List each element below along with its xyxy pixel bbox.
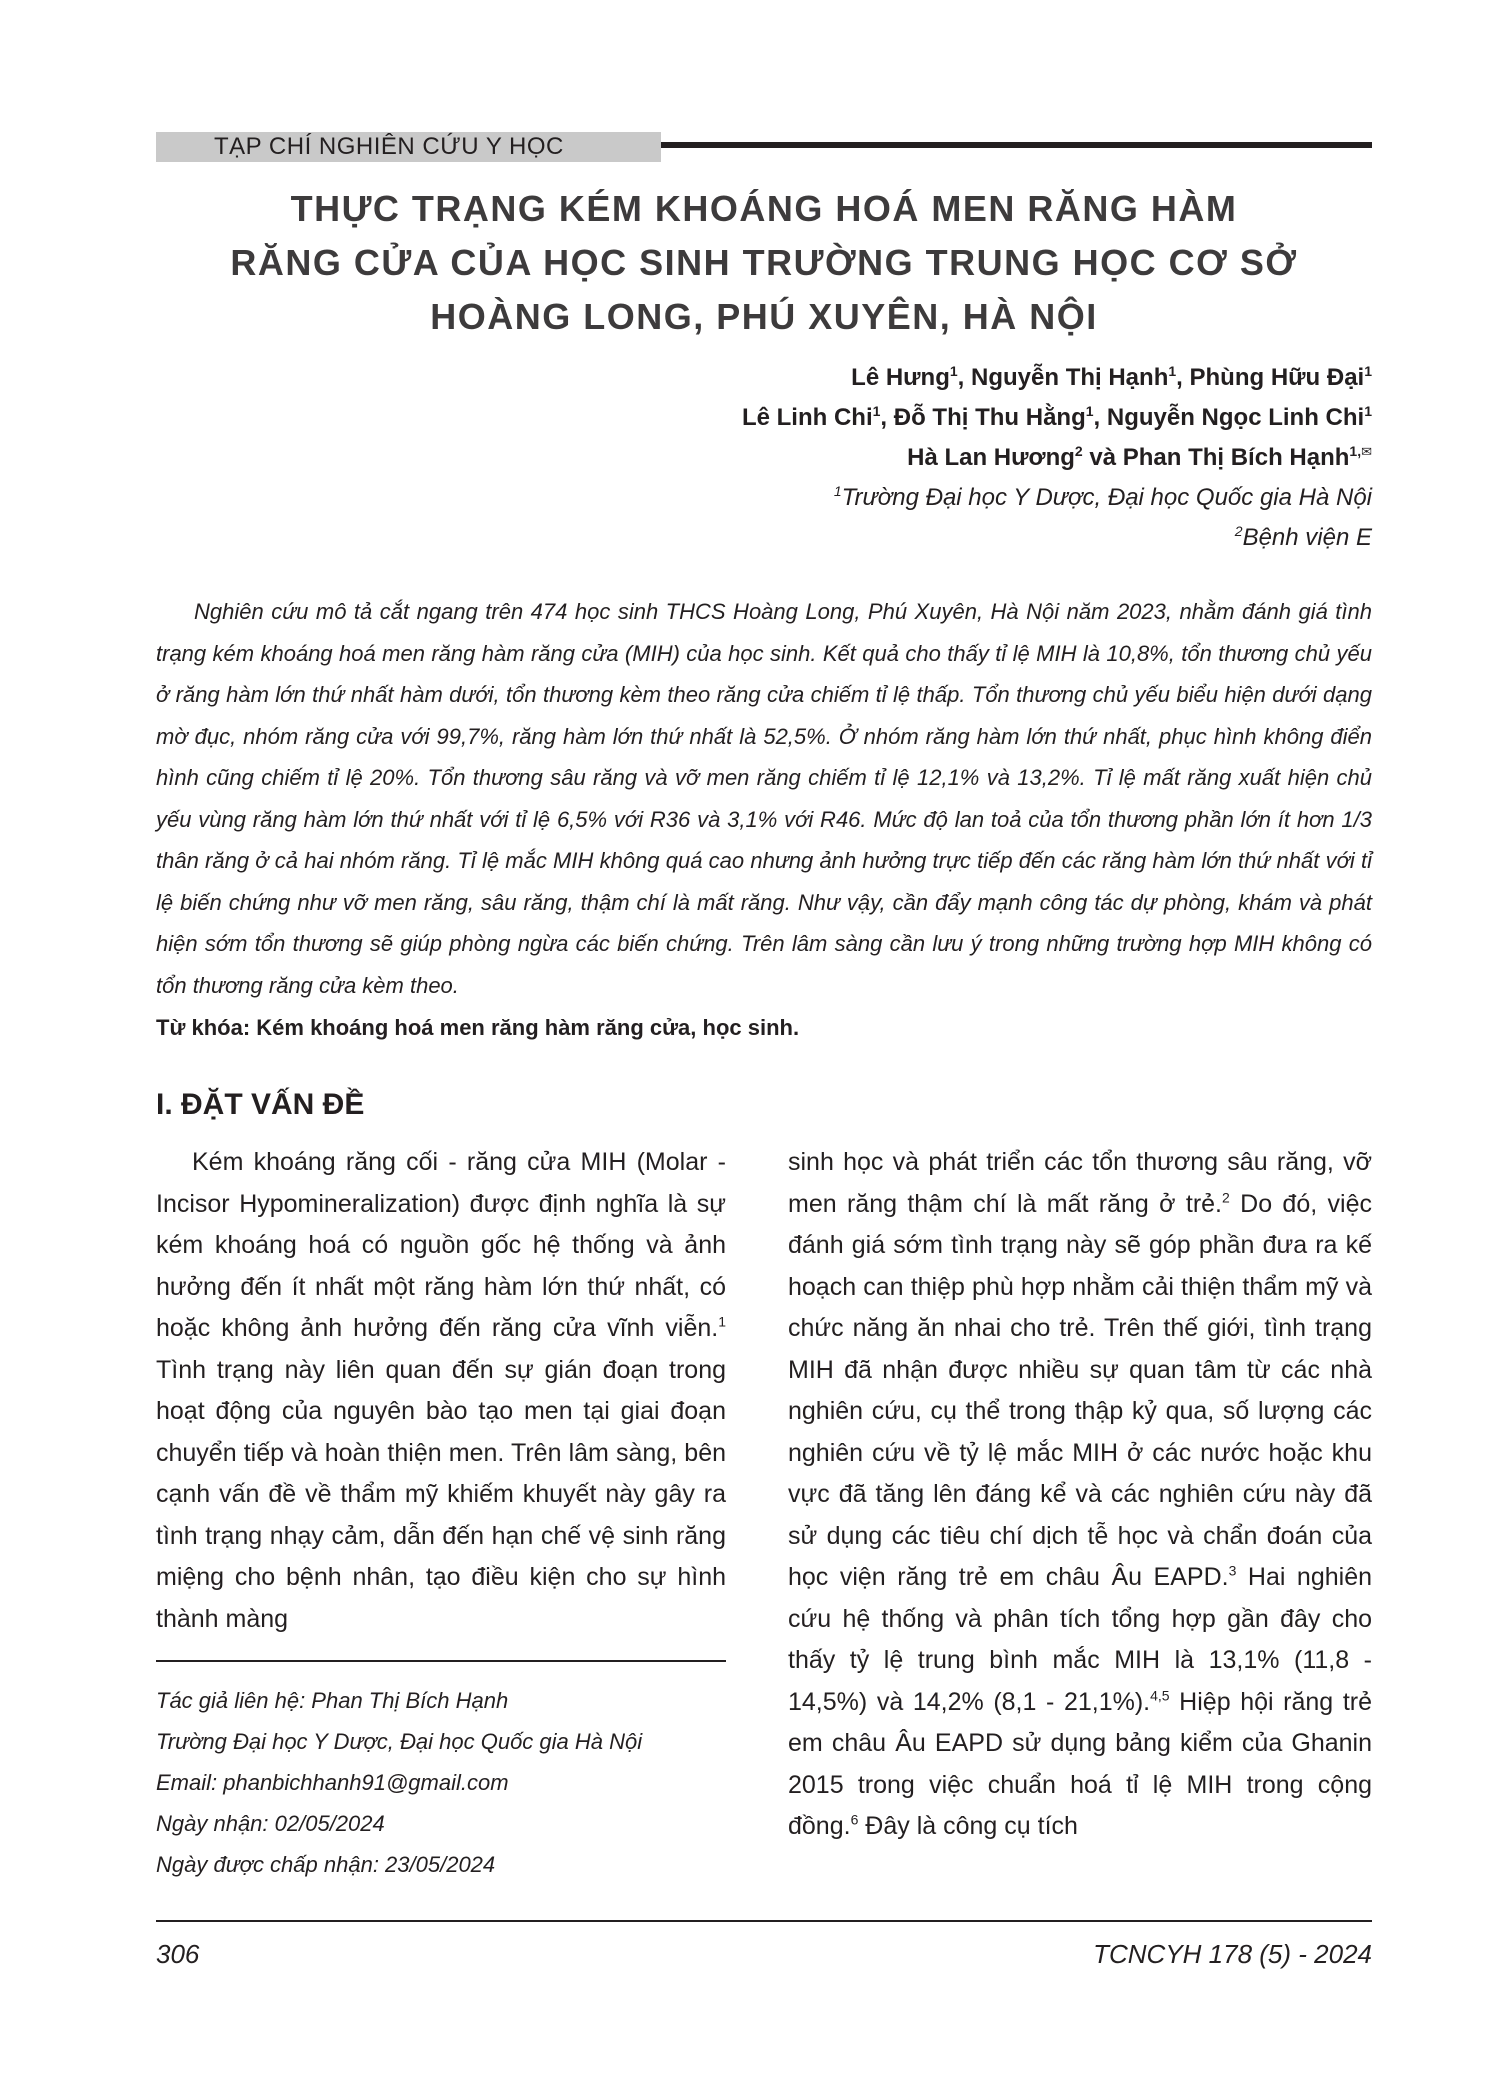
affiliation-mark: 1 (1364, 403, 1372, 419)
author-name: Hà Lan Hương (907, 444, 1075, 471)
body-text: sinh học và phát triển các tổn thương sâu răng, vỡ men răng thậm chí là mất răng ở trẻ. (788, 1148, 1372, 1218)
author-block (742, 358, 1372, 558)
citation-ref: 1 (718, 1313, 726, 1330)
affiliation-mark: 1 (1364, 363, 1372, 379)
author-name: Lê Linh Chi (741, 404, 873, 431)
author-line-1 (742, 358, 1372, 398)
affiliation-mark: 2 (1074, 443, 1083, 459)
body-text: Hai nghiên cứu hệ thống và phân tích tổng hợp gần đây cho thấy tỷ lệ trung bình mắc MIH là 13,1% (11,8 - 14,5%) và 14,2% (8,1 - 21,1%). (788, 1563, 1373, 1716)
journal-name: TẠP CHÍ NGHIÊN CỨU Y HỌC (156, 132, 661, 162)
affiliation-text: Trường Đại học Y Dược, Đại học Quốc gia Hà Nội (841, 484, 1372, 511)
author-name: Đỗ Thị Thu Hằng (893, 404, 1086, 431)
affiliation-mark: 1 (949, 363, 958, 379)
author-name: Phan Thị Bích Hạnh (1122, 444, 1350, 471)
article-title (156, 182, 1372, 344)
received-date: Ngày nhận: 02/05/2024 (156, 1811, 385, 1836)
abstract: Nghiên cứu mô tả cắt ngang trên 474 học sinh THCS Hoàng Long, Phú Xuyên, Hà Nội năm 2023, nhằm đánh giá tình trạng kém khoáng hoá men răng hàm răng cửa (MIH) của học sinh. Kết quả cho thấy tỉ lệ MIH là 10,8%, tổn thương chủ yếu ở răng hàm lớn thứ nhất hàm dưới, tổn thương kèm theo răng cửa chiếm tỉ lệ thấp. Tổn thương chủ yếu biểu hiện dưới dạng mờ đục, nhóm răng cửa với 99,7%, răng hàm lớn thứ nhất là 52,5%. Ở nhóm răng hàm lớn thứ nhất, phục hình không điển hình cũng chiếm tỉ lệ 20%. Tổn thương sâu răng và vỡ men răng chiếm tỉ lệ 12,1% và 13,2%. Tỉ lệ mất răng xuất hiện chủ yếu vùng răng hàm lớn thứ nhất với tỉ lệ 6,5% với R36 và 3,1% với R46. Mức độ lan toả của tổn thương phần lớn ít hơn 1/3 thân răng ở cả hai nhóm răng. Tỉ lệ mắc MIH không quá cao nhưng ảnh hưởng trực tiếp đến các răng hàm lớn thứ nhất với tỉ lệ biến chứng như vỡ men răng, sâu răng, thậm chí là mất răng. Như vậy, cần đẩy mạnh công tác dự phòng, khám và phát hiện sớm tổn thương sẽ giúp phòng ngừa các biến chứng. Trên lâm sàng cần lưu ý trong những trường hợp MIH không có tổn thương răng cửa kèm theo. (156, 599, 1372, 998)
keywords: Từ khóa: Kém khoáng hoá men răng hàm răng cửa, học sinh. (156, 1015, 800, 1040)
body-left-column (156, 1142, 726, 1640)
title-line-3: HOÀNG LONG, PHÚ XUYÊN, HÀ NỘI (430, 296, 1098, 337)
affiliation-text: Bệnh viện E (1242, 524, 1372, 551)
journal-header (156, 132, 1372, 162)
affiliation-mark: 1 (833, 483, 842, 499)
footnote-rule (156, 1660, 726, 1662)
page-number: 306 (156, 1939, 200, 1969)
contact-institution: Trường Đại học Y Dược, Đại học Quốc gia Hà Nội (156, 1729, 643, 1754)
accepted-date: Ngày được chấp nhận: 23/05/2024 (156, 1852, 496, 1877)
journal-issue: TCNCYH 178 (5) - 2024 (1093, 1939, 1372, 1969)
author-line-2 (742, 398, 1372, 438)
body-text: Đây là công cụ tích (858, 1812, 1078, 1840)
affiliation-mark: 1, (1349, 443, 1362, 459)
citation-ref: 3 (1228, 1562, 1237, 1579)
affiliation-2 (742, 518, 1372, 558)
footer-rule (156, 1920, 1372, 1922)
body-text: Do đó, việc đánh giá sớm tình trạng này sẽ góp phần đưa ra kế hoạch can thiệp phù hợp nhằm cải thiện thẩm mỹ và chức năng ăn nhai cho trẻ. Trên thế giới, tình trạng MIH đã nhận được nhiều sự quan tâm từ các nhà nghiên cứu, cụ thể trong thập kỷ qua, số lượng các nghiên cứu về tỷ lệ mắc MIH ở các nước hoặc khu vực đã tăng lên đáng kể và các nghiên cứu này đã sử dụng các tiêu chí dịch tễ học và chẩn đoán của học viện răng trẻ em châu Âu EAPD. (788, 1189, 1372, 1591)
title-line-2: RĂNG CỬA CỦA HỌC SINH TRƯỜNG TRUNG HỌC CƠ SỞ (230, 242, 1298, 283)
citation-ref: 2 (1222, 1189, 1230, 1206)
correspondence-footnote (156, 1680, 726, 1885)
author-name: Phùng Hữu Đại (1189, 364, 1365, 391)
separator: , (957, 364, 972, 391)
citation-ref: 4,5 (1150, 1687, 1170, 1704)
citation-ref: 6 (850, 1811, 859, 1828)
affiliation-mark: 2 (1234, 523, 1243, 539)
separator: , (880, 404, 894, 431)
author-name: Nguyễn Ngọc Linh Chi (1106, 404, 1365, 431)
contact-author: Tác giả liên hệ: Phan Thị Bích Hạnh (156, 1688, 509, 1713)
affiliation-mark: 1 (872, 403, 881, 419)
body-text: Kém khoáng răng cối - răng cửa MIH (Molar - Incisor Hypomineralization) được định nghĩa là sự kém khoáng hoá có nguồn gốc hệ thống và ảnh hưởng đến ít nhất một răng hàm lớn thứ nhất, có hoặc không ảnh hưởng đến răng cửa vĩnh viễn. (156, 1148, 726, 1342)
header-rule (661, 142, 1372, 148)
author-line-3 (742, 438, 1372, 478)
body-text: Hiệp hội răng trẻ em châu Âu EAPD sử dụng bảng kiểm của Ghanin 2015 trong việc chuẩn hoá tỉ lệ MIH trong cộng đồng. (788, 1687, 1372, 1840)
section-heading: I. ĐẶT VẤN ĐỀ (156, 1088, 365, 1121)
body-right-column (788, 1142, 1372, 1848)
connector: và (1082, 444, 1123, 471)
separator: , (1093, 404, 1107, 431)
affiliation-1 (742, 478, 1372, 518)
title-line-1: THỰC TRẠNG KÉM KHOÁNG HOÁ MEN RĂNG HÀM (290, 188, 1238, 229)
affiliation-mark: 1 (1085, 403, 1094, 419)
envelope-icon: ✉ (1361, 444, 1372, 459)
author-name: Nguyễn Thị Hạnh (971, 364, 1169, 391)
contact-email: Email: phanbichhanh91@gmail.com (156, 1770, 509, 1795)
separator: , (1176, 364, 1190, 391)
body-text: Tình trạng này liên quan đến sự gián đoạn trong hoạt động của nguyên bào tạo men tại giai đoạn chuyển tiếp và hoàn thiện men. Trên lâm sàng, bên cạnh vấn đề về thẩm mỹ khiếm khuyết này gây ra tình trạng nhạy cảm, dẫn đến hạn chế vệ sinh răng miệng cho bệnh nhân, tạo điều kiện cho sự hình thành màng (156, 1355, 726, 1633)
author-name: Lê Hưng (851, 364, 950, 391)
affiliation-mark: 1 (1168, 363, 1177, 379)
